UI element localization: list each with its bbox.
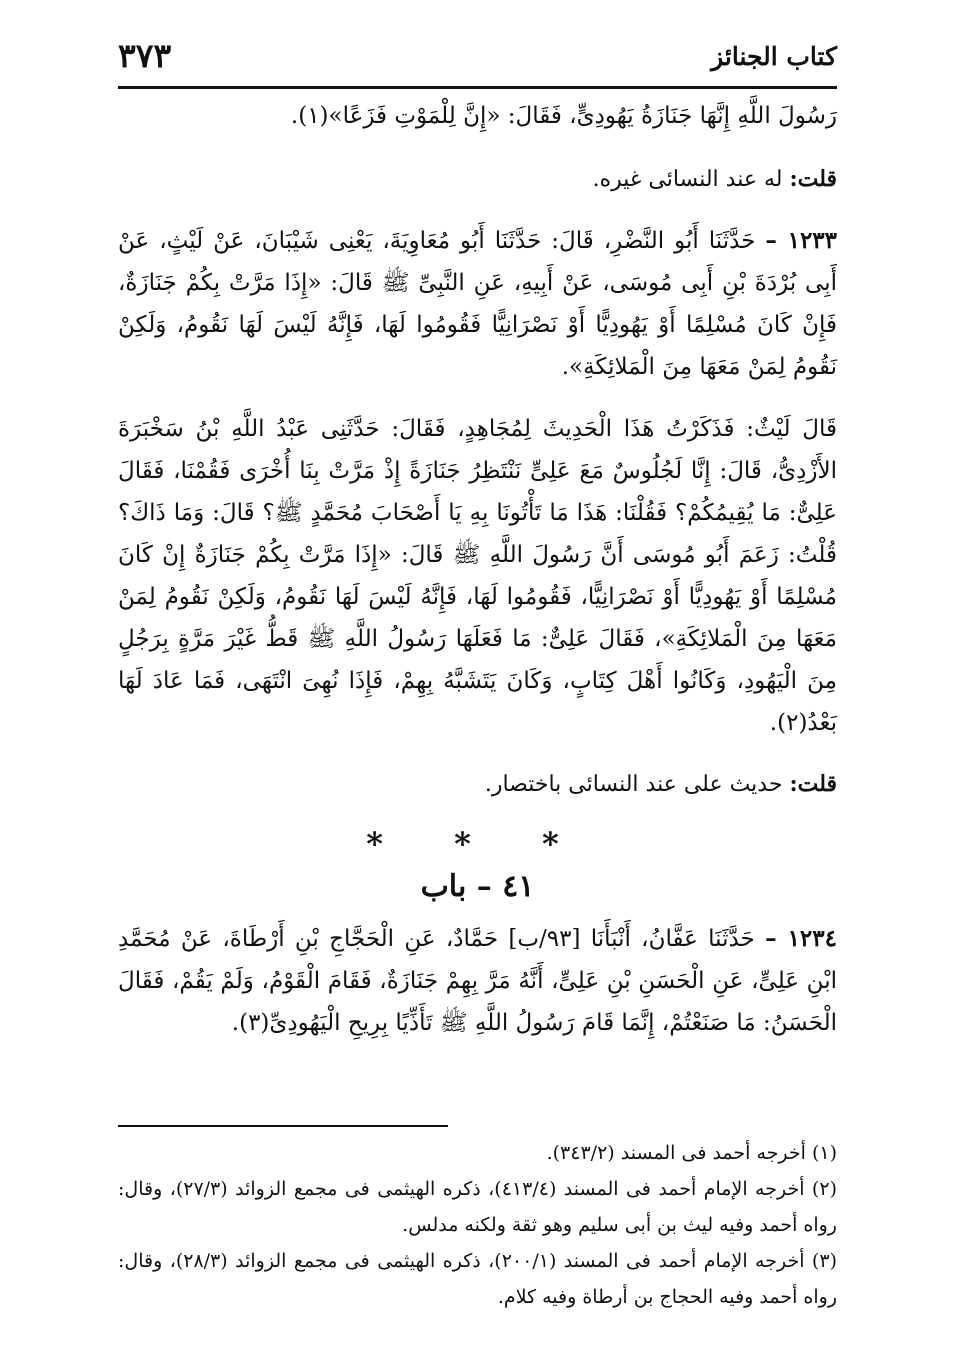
note-label: قلت:	[789, 771, 837, 797]
hadith-1233	[118, 220, 837, 744]
footnote-divider	[118, 1125, 448, 1127]
section-separator: * * *	[366, 825, 589, 863]
page-body	[118, 95, 837, 1064]
running-title: كتاب الجنائز	[711, 42, 837, 71]
hadith-1234	[118, 918, 837, 1044]
note-text: حديث على عند النسائى باختصار.	[484, 772, 783, 797]
note-text: له عند النسائى غيره.	[592, 167, 783, 192]
hadith-text: حَدَّثَنَا عَفَّانُ، أَنْبَأَنَا [٩٣/ب] حَمَّادٌ، عَنِ الْحَجَّاجِ بْنِ أَرْطَاةَ، عَنْ مُحَمَّدِ ابْنِ عَلِىٍّ، عَنِ الْحَسَنِ بْنِ عَلِىٍّ، أَنَّهُ مَرَّ بِهِمْ جَنَازَةٌ، فَقَامَ الْقَوْمُ، وَلَمْ يَقُمْ، فَقَالَ الْحَسَنُ: مَا صَنَعْتُمْ، إِنَّمَا قَامَ رَسُولُ اللَّهِ ﷺ تَأَذِّيًا بِرِيحِ الْيَهُودِىِّ(٣).	[118, 926, 837, 1036]
hadith-paragraph	[118, 220, 837, 388]
hadith-number: ١٢٣٣ –	[765, 227, 838, 254]
author-note	[118, 764, 837, 805]
page-number: ٣٧٣	[118, 36, 172, 75]
note-label: قلت:	[789, 166, 837, 192]
author-note	[118, 159, 837, 200]
hadith-paragraph-continued: قَالَ لَيْثٌ: فَذَكَرْتُ هَذَا الْحَدِيثَ لِمُجَاهِدٍ، فَقَالَ: حَدَّثَنِى عَبْدُ اللَّهِ بْنُ سَخْبَرَةَ الأَزْدِىُّ، قَالَ: إِنَّا لَجُلُوسٌ مَعَ عَلِىٍّ نَنْتَظِرُ جَنَازَةً إِذْ مَرَّتْ بِنَا أُخْرَى فَقُمْنَا، فَقَالَ عَلِىٌّ: مَا يُقِيمُكُمْ؟ فَقُلْنَا: هَذَا مَا تَأْتُونَا بِهِ يَا أَصْحَابَ مُحَمَّدٍ ﷺ؟ قَالَ: وَمَا ذَاكَ؟ قُلْتُ: زَعَمَ أَبُو مُوسَى أَنَّ رَسُولَ اللَّهِ ﷺ قَالَ: «إِذَا مَرَّتْ بِكُمْ جَنَازَةٌ إِنْ كَانَ مُسْلِمًا أَوْ يَهُودِيًّا أَوْ نَصْرَانِيًّا، فَقُومُوا لَهَا، فَإِنَّهُ لَيْسَ لَهَا نَقُومُ، وَلَكِنْ نَقُومُ لِمَنْ مَعَهَا مِنَ الْمَلائِكَةِ»، فَقَالَ عَلِىٌّ: مَا فَعَلَهَا رَسُولُ اللَّهِ ﷺ قَطُّ غَيْرَ مَرَّةٍ بِرَجُلٍ مِنَ الْيَهُودِ، وَكَانُوا أَهْلَ كِتَابٍ، وَكَانَ يَتَشَبَّهُ بِهِمْ، فَإِذَا نُهِىَ انْتَهَى، فَمَا عَادَ لَهَا بَعْدُ(٢).	[118, 416, 837, 736]
chapter-heading: ٤١ – باب	[420, 869, 535, 904]
footnote: (١) أخرجه أحمد فى المسند (٣٤٣/٢).	[546, 1142, 837, 1164]
footnotes	[118, 1125, 837, 1315]
hadith-text: حَدَّثَنَا أَبُو النَّضْرِ، قَالَ: حَدَّثَنَا أَبُو مُعَاوِيَةَ، يَعْنِى شَيْبَانَ، عَنْ لَيْثٍ، عَنْ أَبِى بُرْدَةَ بْنِ أَبِى مُوسَى، عَنْ أَبِيهِ، عَنِ النَّبِىِّ ﷺ قَالَ: «إِذَا مَرَّتْ بِكُمْ جَنَازَةٌ، فَإِنْ كَانَ مُسْلِمًا أَوْ يَهُودِيًّا أَوْ نَصْرَانِيًّا فَقُومُوا لَهَا، فَإِنَّهُ لَيْسَ لَهَا نَقُومُ، وَلَكِنْ نَقُومُ لِمَنْ مَعَهَا مِنَ الْمَلائِكَةِ».	[118, 228, 837, 380]
hadith-paragraph	[118, 918, 837, 1044]
continued-paragraph: رَسُولَ اللَّهِ إِنَّهَا جَنَازَةُ يَهُودِىٍّ، فَقَالَ: «إِنَّ لِلْمَوْتِ فَزَعًا»(١).	[290, 103, 837, 129]
page-header	[118, 30, 837, 89]
footnote: (٣) أخرجه الإمام أحمد فى المسند (٢٠٠/١)، ذكره الهيثمى فى مجمع الزوائد (٢٨/٣)، وقال: رواه أحمد وفيه الحجاج بن أرطاة وفيه كلام.	[118, 1250, 837, 1308]
hadith-number: ١٢٣٤ –	[765, 925, 837, 952]
footnote: (٢) أخرجه الإمام أحمد فى المسند (٤١٣/٤)، ذكره الهيثمى فى مجمع الزوائد (٢٧/٣)، وقال: رواه أحمد وفيه ليث بن أبى سليم وهو ثقة ولكنه مدلس.	[118, 1178, 837, 1236]
